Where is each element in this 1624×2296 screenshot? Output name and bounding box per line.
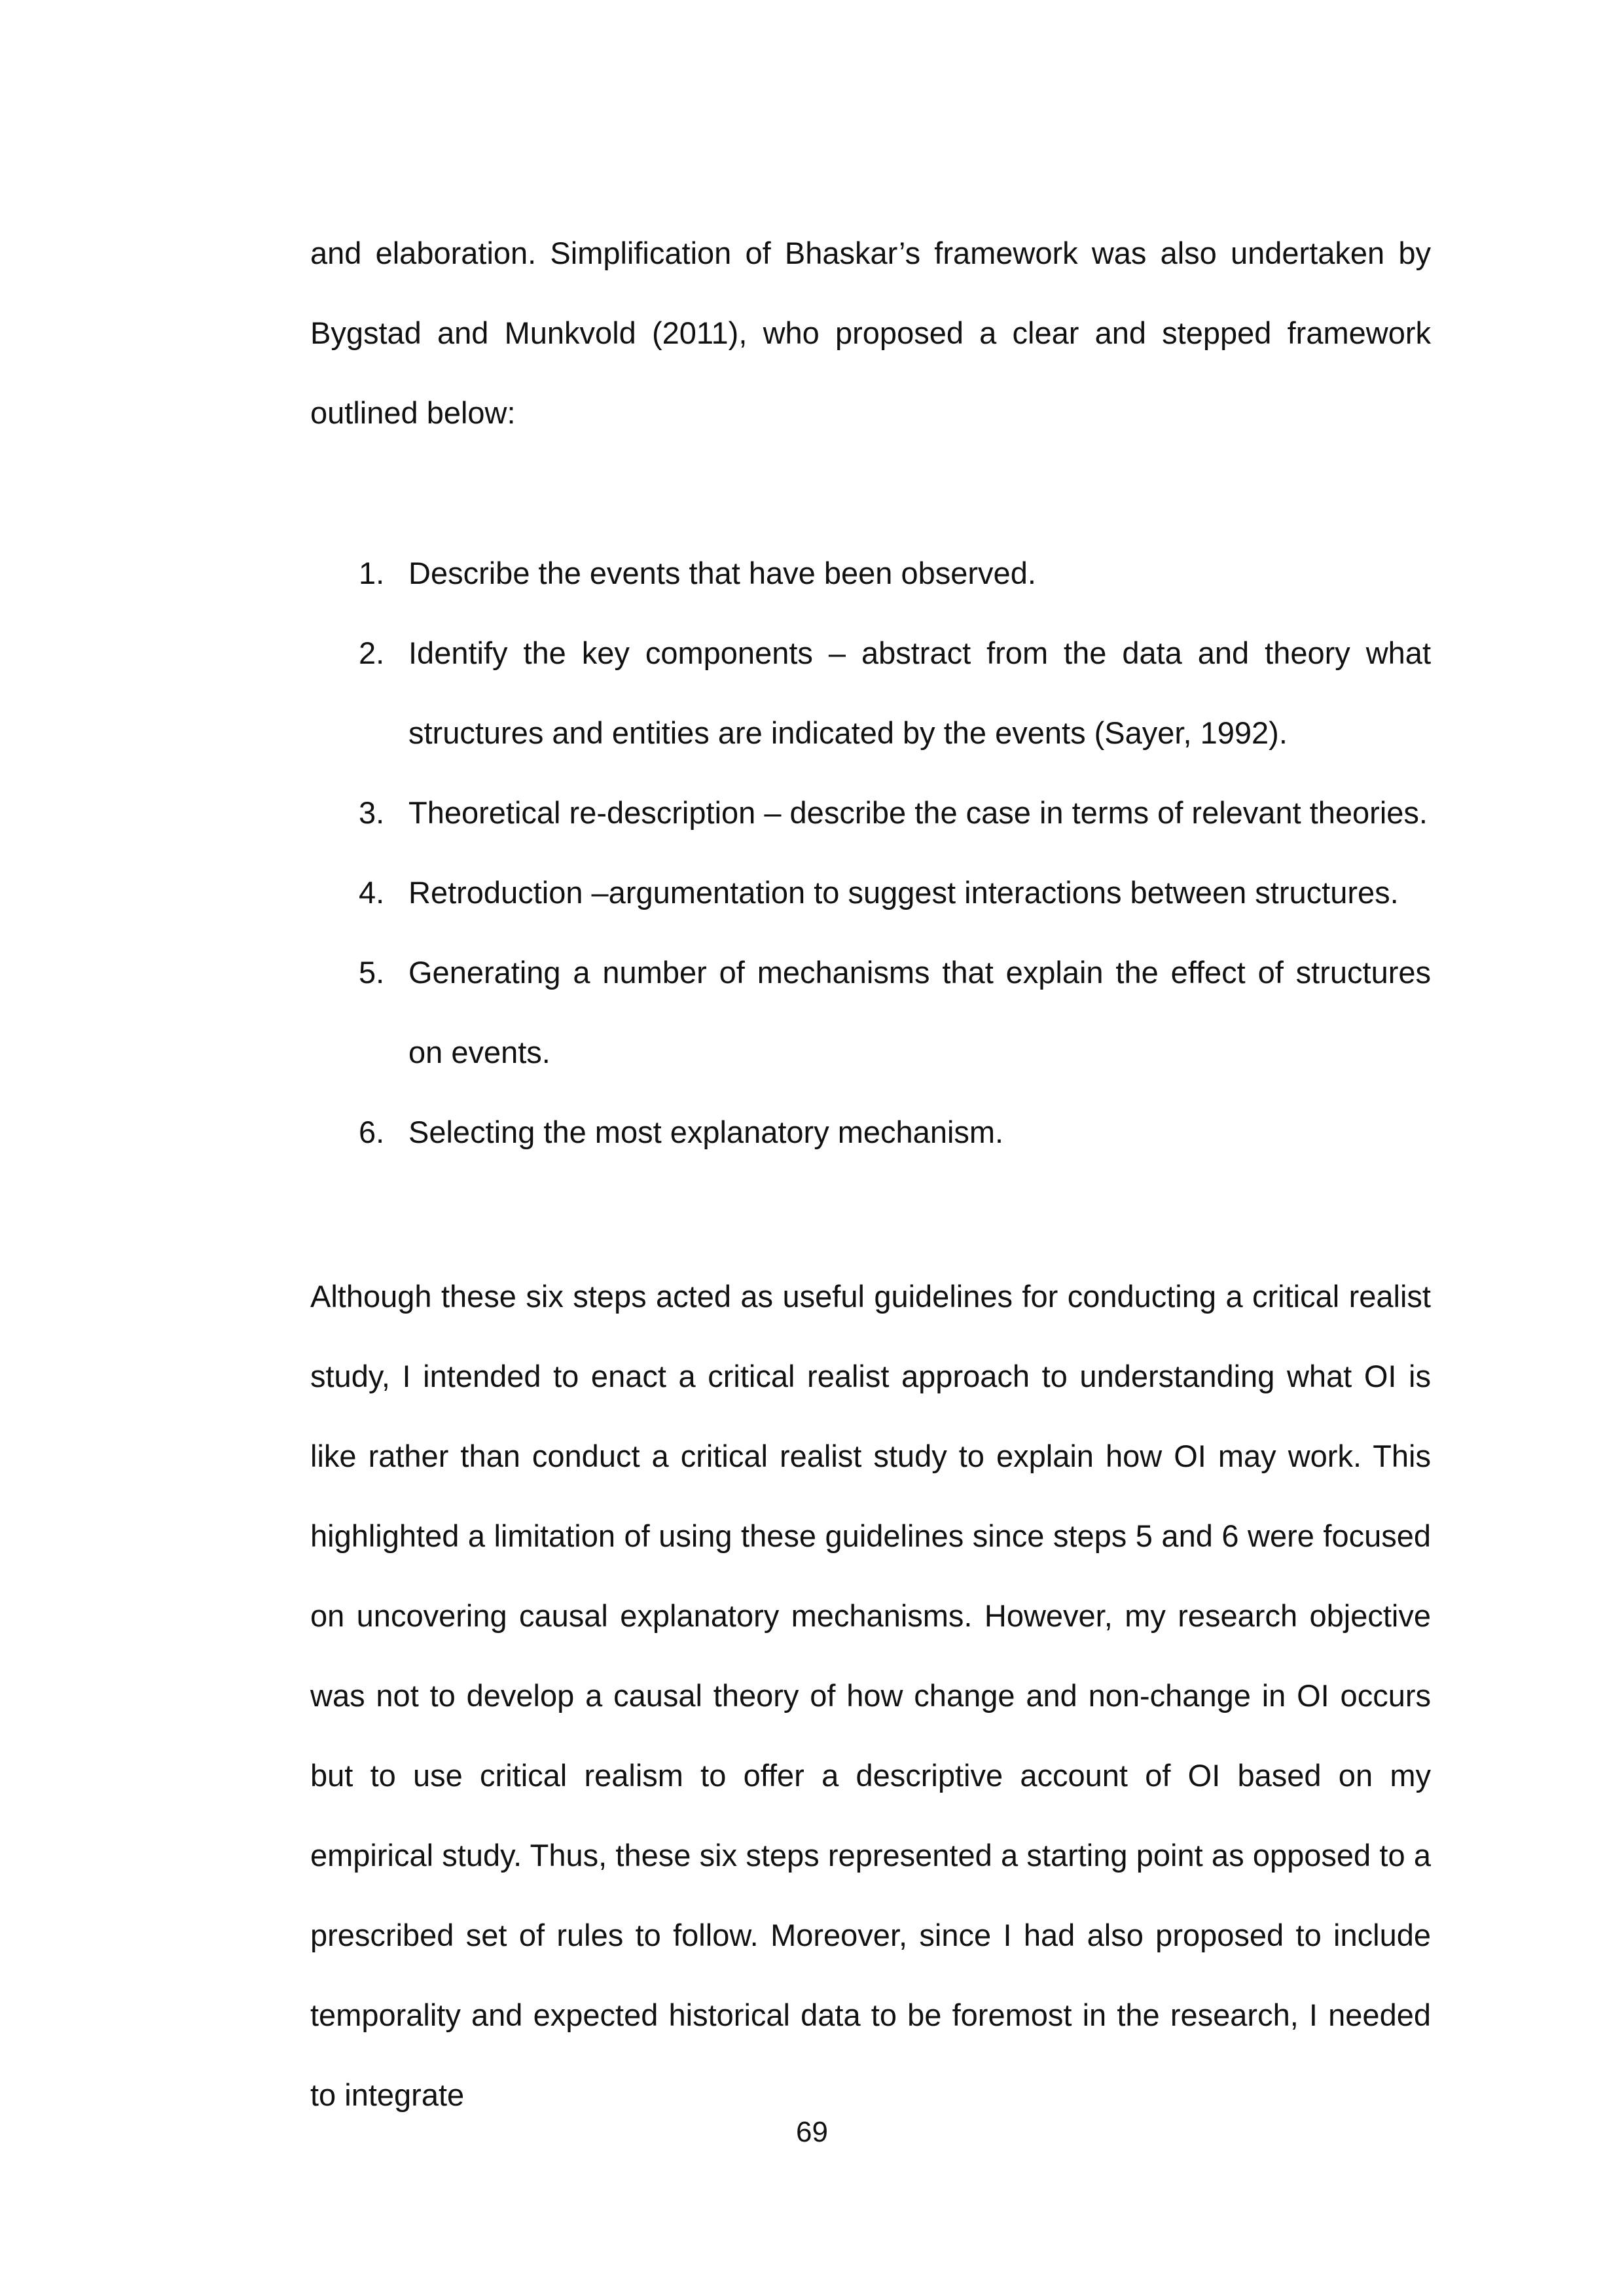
list-item [310,1092,1431,1172]
step-text: Retroduction –argumentation to suggest interactions between structures. [408,875,1399,910]
step-text: Identify the key components – abstract from the data and theory what structures and entities are indicated by the events (Sayer, 1992). [408,636,1431,750]
body-paragraph: Although these six steps acted as useful guidelines for conducting a critical realist study, I intended to enact a critical realist approach to understanding what OI is like rather than conduct a critical realist study to explain how OI may work. This highlighted a limitation of using these guidelines since steps 5 and 6 were focused on uncovering causal explanatory mechanisms. However, my research objective was not to develop a causal theory of how change and non-change in OI occurs but to use critical realism to offer a descriptive account of OI based on my empirical study. Thus, these six steps represented a starting point as opposed to a prescribed set of rules to follow. Moreover, since I had also proposed to include temporality and expected historical data to be foremost in the research, I needed to integrate [310,1279,1431,2112]
step-text: Selecting the most explanatory mechanism. [408,1115,1004,1149]
page-number: 69 [796,2116,828,2148]
step-number: 6. [359,1115,385,1149]
step-number: 2. [359,636,385,670]
framework-steps-list [310,533,1431,1172]
list-item [310,853,1431,933]
step-number: 4. [359,875,385,910]
list-item [310,933,1431,1092]
intro-paragraph: and elaboration. Simplification of Bhaskar’s framework was also undertaken by Bygstad and Munkvold (2011), who proposed a clear and stepped framework outlined below: [310,236,1431,430]
step-text: Describe the events that have been observed. [408,556,1036,590]
step-text: Theoretical re-description – describe the case in terms of relevant theories. [408,795,1428,830]
list-item [310,533,1431,613]
step-number: 3. [359,795,385,830]
step-number: 5. [359,955,385,990]
list-item [310,613,1431,773]
step-text: Generating a number of mechanisms that explain the effect of structures on events. [408,955,1431,1069]
list-item [310,773,1431,853]
step-number: 1. [359,556,385,590]
